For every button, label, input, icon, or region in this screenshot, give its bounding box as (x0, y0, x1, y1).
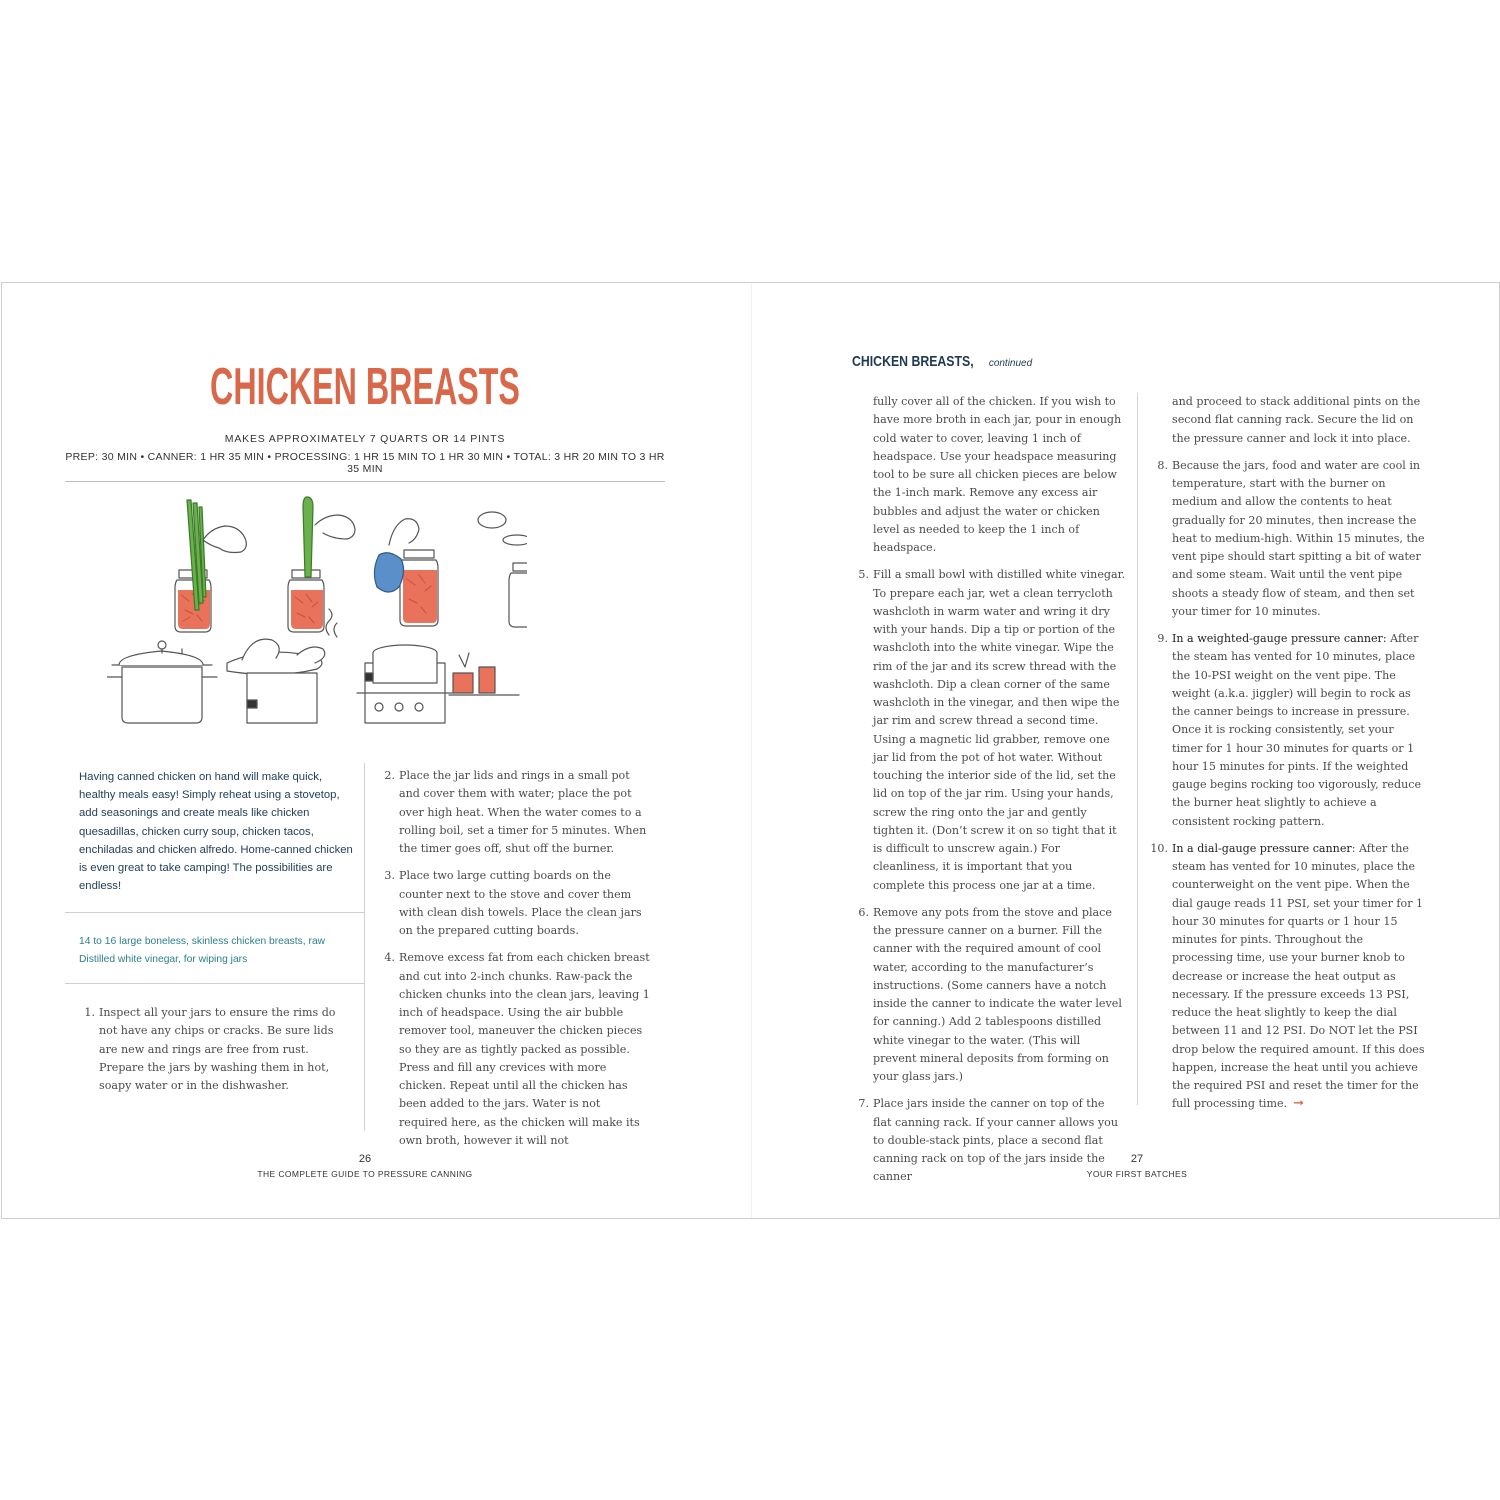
ingredient-item: 14 to 16 large boneless, skinless chicken breasts, raw (79, 936, 326, 947)
running-title: YOUR FIRST BATCHES (1086, 1169, 1188, 1179)
page-number: 27 (1130, 1153, 1144, 1165)
step-item: 9. In a weighted-gauge pressure canner: After the steam has vented for 10 minutes, place the 10-PSI weight on the vent pipe. The weight (a.k.a. jiggler) will begin to rock as the canner beings to increase in pressure. Once it is rocking consistently, set your timer for 1 hour 30 minutes for quarts or 1 hour 15 minutes for pints. If the weighted gauge begins rocking too vigorously, reduce the burner heat slightly to achieve a consistent rocking pattern. (1157, 632, 1422, 828)
intro-divider (65, 912, 365, 913)
ingredient-list (79, 933, 359, 969)
steps-column-2 (380, 767, 652, 1159)
page-number: 26 (358, 1153, 372, 1165)
recipe-title: CHICKEN BREASTS (210, 358, 520, 416)
continued-heading: CHICKEN BREASTS, continued (852, 353, 1033, 370)
step-item: 6. Remove any pots from the stove and place the pressure canner on a burner. Fill the canner with the required amount of cool water, according to the manufacturer’s instructions. (Some canners have a notch inside the canner to indicate the water level for canning.) Add 2 tablespoons distilled white vinegar to the water. (This will prevent mineral deposits from forming on your glass jars.) (858, 905, 1122, 1083)
left-page-footer (215, 1153, 515, 1179)
jar-icon (400, 550, 438, 626)
header-divider (65, 481, 665, 482)
column-divider (364, 763, 365, 1131)
step-item: 1. Inspect all your jars to ensure the rims do not have any chips or cracks. Be sure lids are new and rings are free from rust. Prepare the jars by washing them in hot, soapy water or in the dishwasher. (84, 1006, 336, 1092)
recipe-yield: MAKES APPROXIMATELY 7 QUARTS OR 14 PINTS (224, 433, 506, 445)
step-item: 8. Because the jars, food and water are cool in temperature, start with the burner on medium and allow the contents to heat gradually for 20 minutes, then increase the heat to medium-high. Within 15 minutes, the vent pipe should start spitting a bit of water and some steam. Wait until the vent pipe shoots a steady flow of steam, and then set your timer for 10 minutes. (1157, 458, 1425, 618)
step-lead: In a dial-gauge pressure canner (1172, 841, 1352, 855)
steps-column-1 (80, 1004, 346, 1104)
small-jars-icon (449, 653, 519, 695)
jar-icon (288, 570, 324, 632)
continued-text: and proceed to stack additional pints on the second flat canning rack. Secure the lid on the pressure canner and lock it into place. (1172, 395, 1421, 445)
column-divider (1137, 393, 1138, 1105)
canning-steps-illustration (107, 495, 527, 750)
book-spread (1, 282, 1500, 1219)
arrow-right-icon: ➞ (1293, 1096, 1304, 1112)
steps-column-4 (1150, 393, 1426, 1123)
gutter-shadow (751, 283, 752, 1218)
stove-icon (357, 645, 452, 723)
step-item: 2. Place the jar lids and rings in a small pot and cover them with water; place the pot over high heat. When the water comes to a rolling boil, set a timer for 5 minutes. When the timer goes off, shut off the burner. (384, 769, 647, 855)
recipe-intro: Having canned chicken on hand will make quick, healthy meals easy! Simply reheat using a stovetop, add seasonings and create meals like chicken quesadillas, chicken curry soup, chicken tacos, enchiladas and chicken alfredo. Home-canned chicken is even great to take camping! The possibilities are endless! (79, 771, 353, 893)
right-page-footer (987, 1153, 1287, 1179)
step-lead: In a weighted-gauge pressure canner: (1172, 632, 1387, 645)
steps-column-3 (854, 393, 1126, 1196)
continued-text: fully cover all of the chicken. If you wish to have more broth in each jar, pour in enough cold water to cover, leaving 1 inch of headspace. Use your headspace measuring tool to be sure all chicken pieces are below the 1-inch mark. Remove any excess air bubbles and adjust the water or chicken level as needed to keep the 1 inch of headspace. (873, 395, 1122, 554)
pressure-canner-icon (107, 641, 217, 723)
jar-icon (509, 563, 527, 627)
step-item: 4. Remove excess fat from each chicken breast and cut into 2-inch chunks. Raw-pack the chicken chunks into the clean jars, leaving 1 inch of headspace. Using the air bubble remover tool, maneuver the chicken pieces so they are as tightly packed as possible. Press and fill any crevices with more chicken. Repeat until all the chicken has been added to the jars. Water is not required here, as the chicken will make its own broth, however it will not (384, 951, 650, 1147)
ingredient-item: Distilled white vinegar, for wiping jars (79, 954, 248, 965)
step-item: 5. Fill a small bowl with distilled white vinegar. To prepare each jar, wet a clean terrycloth washcloth in warm water and wring it dry with your hands. Dip a tip or portion of the washcloth into the white vinegar. Wipe the rim of the jar and its screw thread with the washcloth. Dip a clean corner of the same washcloth in the vinegar, and then wipe the jar rim and screw thread a second time. Using a magnetic lid grabber, remove one jar lid from the pot of hot water. Without touching the interior side of the lid, set the lid on top of the jar rim. Using your hands, screw the ring onto the jar and gently tighten it. (Don’t screw it on so tight that it is difficult to unscrew again.) For cleanliness, it is important that you complete this process one jar at a time. (858, 568, 1126, 892)
step-item: 7. Place jars inside the canner on top of the flat canning rack. If your canner allows you to double-stack pints, place a second flat canning rack on top of the jars inside the canner (858, 1097, 1118, 1184)
recipe-times: PREP: 30 MIN • CANNER: 1 HR 35 MIN • PROCESSING: 1 HR 15 MIN TO 1 HR 30 MIN • TOTAL: 3 HR 20 MIN TO 3 HR 35 MIN (65, 451, 665, 475)
step-item: 10. In a dial-gauge pressure canner: After the steam has vented for 10 minutes, place the counterweight on the vent pipe. When the dial gauge reads 11 PSI, set your timer for 1 hour 30 minutes for quarts or 1 hour 15 minutes for pints. Throughout the processing time, use your burner knob to decrease or increase the heat output as necessary. If the pressure exceeds 13 PSI, reduce the heat slightly to keep the dial between 11 and 12 PSI. Do NOT let the PSI drop below the required amount. If this does happen, increase the heat until you achieve the required PSI and reset the timer for the full processing time. ➞ (1150, 840, 1426, 1114)
ingredient-divider (65, 983, 365, 984)
step-item: 3. Place two large cutting boards on the counter next to the stove and cover them with clean dish towels. Place the clean jars on the prepared cutting boards. (384, 869, 642, 937)
running-title: THE COMPLETE GUIDE TO PRESSURE CANNING (257, 1169, 473, 1179)
